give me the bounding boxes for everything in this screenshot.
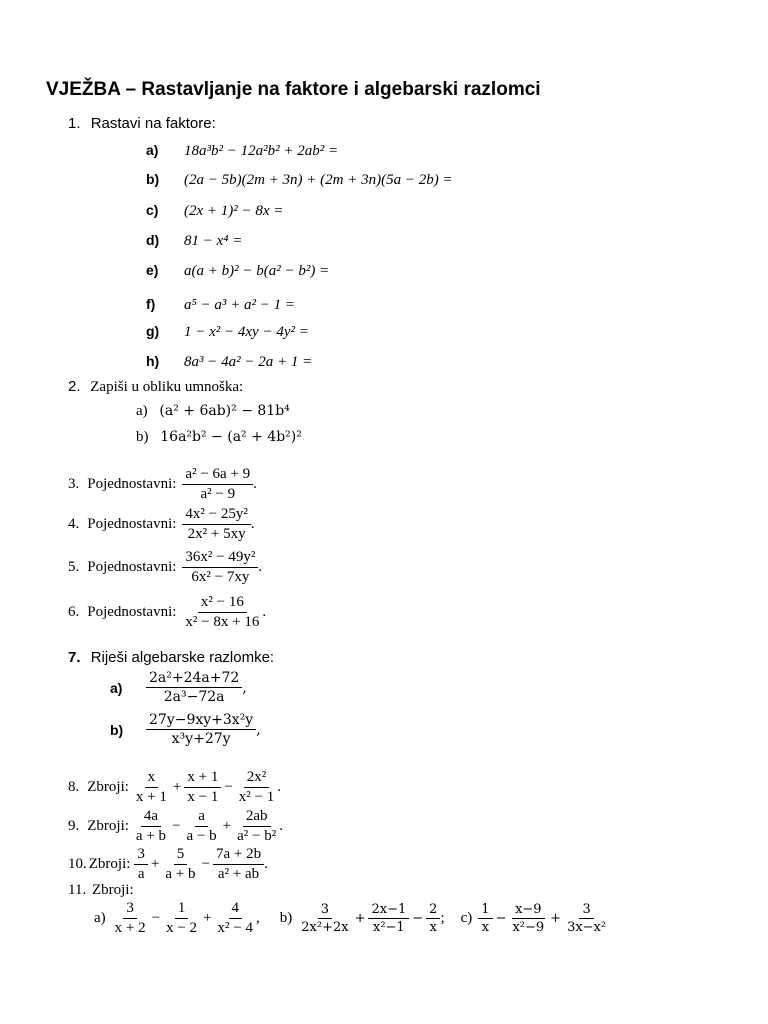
fraction-numerator: x + 1 [184,769,221,788]
fraction-numerator: 3 [134,846,148,865]
fraction-denominator: a + b [135,828,167,844]
page-title: VJEŽBA – Rastavljanje na faktore i algebarski razlomci [46,79,541,100]
item-label: b) [279,910,293,926]
sum-expression [134,846,264,883]
task-1-item [146,171,453,189]
fraction-denominator: a² − b² [237,828,277,844]
punctuation: , [256,721,261,738]
operator: − [172,818,181,834]
punctuation: . [277,779,282,795]
fraction-denominator: x² − 8x + 16 [185,614,260,630]
item-label: g) [146,323,160,339]
math-expression: 1 − x² − 4xy − 4y² = [184,324,309,340]
task-6 [68,594,266,631]
fraction [182,549,258,586]
math-expression: a⁵ − a³ + a² − 1 = [184,297,295,313]
math-expression: (2a − 5b)(2m + 3n) + (2m + 3n)(5a − 2b) = [184,172,453,188]
fraction-denominator: x²−9 [512,920,545,935]
task-number: 9. [68,818,80,834]
fraction [426,902,440,935]
math-expression: (a² + 6ab)² − 81b⁴ [159,403,290,419]
fraction-denominator: x − 2 [166,920,198,936]
punctuation: . [262,604,267,620]
fraction [184,769,221,806]
fraction-numerator: 2x² [244,769,270,788]
task-1-item [146,323,309,341]
fraction-denominator: 2x² + 5xy [187,526,246,542]
operator: + [222,818,232,834]
fraction-numerator: 2a²+24a+72 [146,670,242,688]
operator: − [151,910,161,926]
task-text: Pojednostavni: [87,559,177,575]
item-label: b) [146,171,160,187]
fraction [134,846,148,883]
operator: + [550,911,562,926]
fraction-numerator: 2ab [243,808,271,827]
fraction-denominator: a [137,866,145,882]
fraction [509,902,547,935]
fraction-denominator: x²−1 [373,920,405,935]
item-label: a) [94,910,106,926]
fraction [184,808,220,845]
task-number: 8. [68,779,80,795]
fraction-numerator: x [145,769,159,788]
fraction-numerator: 3 [579,902,593,919]
task-5 [68,549,262,586]
fraction-numerator: 3 [123,900,137,919]
task-1-item [146,202,283,220]
fraction-numerator: x² − 16 [198,594,247,613]
item-label: e) [146,262,159,278]
task-number: 6. [68,604,80,620]
task-number: 1. [68,115,81,132]
item-label: a) [110,679,123,696]
task-1-item [146,296,295,314]
task-10 [68,846,268,883]
item-label: f) [146,296,156,312]
fraction [146,670,242,705]
operator: + [203,910,212,926]
fraction [163,900,200,937]
fraction-numerator: 1 [478,902,492,919]
fraction-denominator: x + 1 [135,789,167,805]
task-text: Zapiši u obliku umnoška: [90,379,244,395]
item-label: h) [146,353,160,369]
fraction-denominator: 2a³−72a [163,689,225,705]
fraction [298,902,351,935]
punctuation: . [250,516,255,532]
task-11-row [94,900,609,937]
operator: + [354,911,366,926]
fraction-numerator: 1 [175,900,189,919]
fraction-numerator: 4a [141,808,161,827]
operator: + [150,856,160,872]
fraction-denominator: a² − 9 [200,486,236,502]
math-expression: 18a³b² − 12a²b² + 2ab² = [184,143,339,159]
fraction-denominator: x² − 1 [238,789,275,805]
punctuation: . [258,559,263,575]
item-label: d) [146,232,160,248]
fraction-denominator: 2x²+2x [301,920,349,935]
task-number: 2. [68,378,81,395]
fraction [215,900,256,937]
fraction-denominator: x − 1 [187,789,219,805]
fraction-denominator: a − b [186,828,217,844]
fraction [162,846,198,883]
fraction-denominator: 3x−x² [567,920,607,935]
task-text: Zbroji: [87,818,129,834]
fraction-numerator: a² − 6a + 9 [182,466,253,485]
math-expression: 16a²b² − (a² + 4b²)² [160,429,302,445]
punctuation: ; [440,910,445,926]
task-3 [68,466,257,503]
fraction [478,902,492,935]
fraction [236,769,277,806]
punctuation: , [256,910,260,926]
task-number: 11. [68,882,87,898]
task-text: Riješi algebarske razlomke: [90,649,275,666]
task-4 [68,506,255,543]
task-number: 3. [68,476,80,492]
fraction-denominator: x + 2 [114,920,146,936]
item-label: c) [460,910,473,926]
task-2b [136,429,302,446]
fraction [133,808,169,845]
task-text: Rastavi na faktore: [90,115,216,132]
task-text: Zbroji: [88,856,131,872]
fraction-denominator: x² − 4 [217,920,253,936]
fraction-numerator: a [195,808,208,827]
item-label: a) [146,142,159,158]
fraction-numerator: x−9 [512,902,545,919]
fraction [564,902,609,935]
task-11-heading [68,882,134,899]
fraction [234,808,279,845]
task-2-heading [68,378,243,396]
punctuation: . [279,818,283,834]
task-1-item [146,232,242,250]
task-1-item [146,262,329,280]
operator: + [172,779,182,795]
fraction-denominator: x [429,920,437,935]
task-text: Pojednostavni: [87,604,177,620]
fraction-numerator: 2 [426,902,440,919]
punctuation: , [242,679,247,696]
fraction-numerator: 27y−9xy+3x²y [146,712,256,730]
sum-expression [112,900,256,937]
fraction-denominator: x³y+27y [171,731,231,747]
fraction-denominator: a² + ab [217,866,260,882]
fraction [182,506,250,543]
sum-expression [298,902,440,935]
task-text: Pojednostavni: [87,476,177,492]
item-label: a) [136,403,148,419]
task-1-item [146,142,338,160]
punctuation: . [264,856,268,872]
fraction-denominator: x [481,920,490,935]
math-expression: 8a³ − 4a² − 2a + 1 = [184,354,313,370]
math-expression: (2x + 1)² − 8x = [184,203,284,219]
task-7a [110,670,247,705]
punctuation: . [253,476,257,492]
item-label: c) [146,202,159,218]
operator: − [412,911,424,926]
fraction-numerator: 4x² − 25y² [182,506,250,525]
item-label: b) [110,721,124,738]
task-7b [110,712,261,747]
item-label: b) [136,429,149,445]
fraction [182,466,253,503]
fraction-numerator: 36x² − 49y² [182,549,258,568]
math-expression: a(a + b)² − b(a² − b²) = [184,263,330,279]
task-text: Zbroji: [87,779,129,795]
task-2a [136,403,290,420]
fraction [213,846,264,883]
task-7-heading [68,649,274,666]
sum-expression [133,808,279,845]
task-9 [68,808,283,845]
sum-expression [478,902,609,935]
fraction-numerator: 4 [229,900,243,919]
task-number: 10. [68,856,87,872]
fraction-denominator: a + b [165,866,196,882]
fraction [368,902,409,935]
fraction [112,900,149,937]
fraction-numerator: 2x−1 [368,902,409,919]
task-text: Zbroji: [91,882,134,898]
operator: − [224,779,233,795]
task-8 [68,769,281,806]
sum-expression [133,769,277,806]
fraction-numerator: 5 [174,846,188,865]
fraction-denominator: 6x² − 7xy [191,569,250,585]
operator: − [201,856,210,872]
task-1-item [146,353,312,371]
math-expression: 81 − x⁴ = [184,233,243,249]
operator: − [495,911,507,926]
task-text: Pojednostavni: [87,516,177,532]
task-number: 5. [68,559,80,575]
fraction-numerator: 3 [318,902,332,919]
task-number: 4. [68,516,80,532]
fraction-numerator: 7a + 2b [213,846,264,865]
fraction [133,769,170,806]
task-1-heading [68,115,216,132]
fraction [146,712,256,747]
task-number: 7. [68,649,81,666]
fraction [182,594,262,631]
